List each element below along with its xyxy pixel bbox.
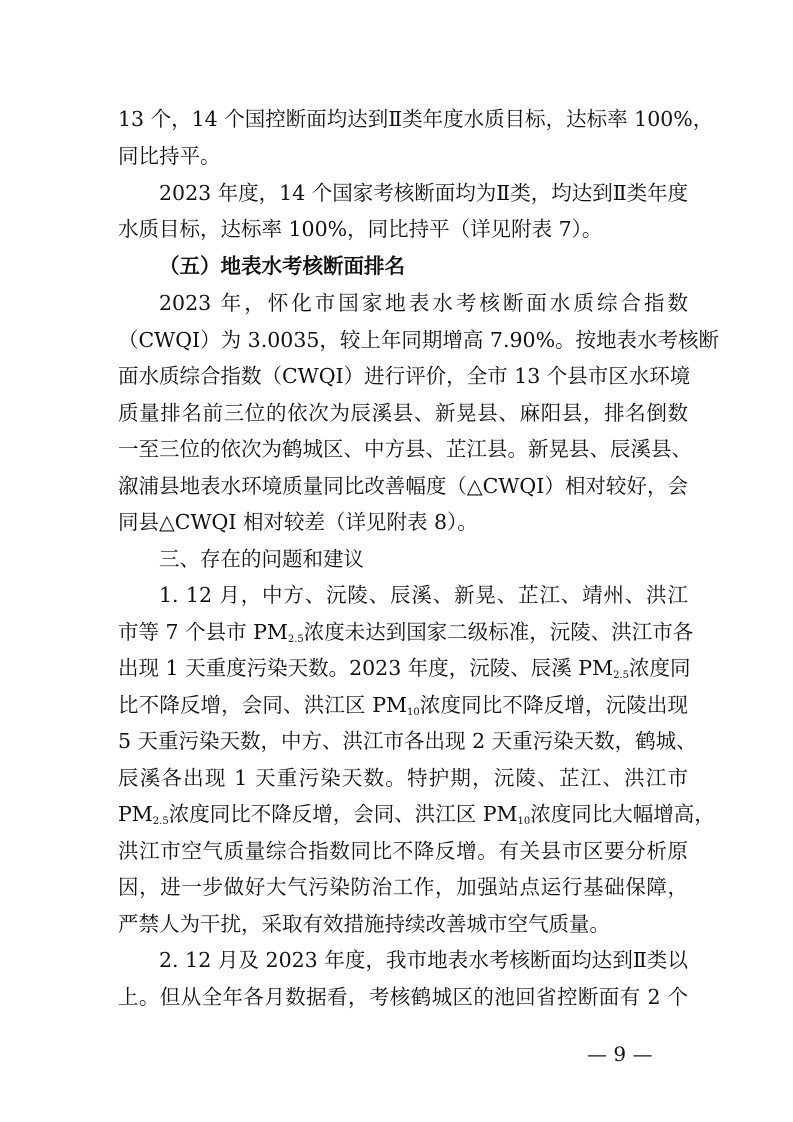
text-line: 同县△CWQI 相对较差（详见附表 8）。: [118, 510, 478, 534]
text-segment: 市等 7 个县市 PM: [118, 620, 288, 644]
page-number: — 9 —: [587, 1042, 653, 1066]
section-heading: （五）地表水考核断面排名: [159, 254, 405, 278]
text-segment: 浓度同比不降反增，沅陵出现: [419, 693, 688, 717]
text-line: [118, 689, 688, 721]
text-segment: 浓度同比大幅增高，: [530, 802, 715, 826]
text-line: 严禁人为干扰，采取有效措施持续改善城市空气质量。: [118, 912, 610, 936]
section-heading: 三、存在的问题和建议: [159, 547, 364, 571]
text-segment: PM: [118, 802, 153, 826]
text-segment: 出现 1 天重度污染天数。2023 年度，沅陵、辰溪 PM: [118, 656, 614, 680]
text-line: 洪江市空气质量综合指数同比不降反增。有关县市区要分析原: [118, 839, 688, 863]
text-line: 一至三位的依次为鹤城区、中方县、芷江县。新晃县、辰溪县、: [118, 437, 692, 461]
text-line: 2. 12 月及 2023 年度，我市地表水考核断面均达到Ⅱ类以: [159, 948, 688, 972]
subscript: 2.5: [287, 634, 304, 645]
text-line: 13 个，14 个国控断面均达到Ⅱ类年度水质目标，达标率 100%，: [118, 107, 714, 131]
text-line: （CWQI）为 3.0035，较上年同期增高 7.90%。按地表水考核断: [118, 328, 720, 352]
text-segment: 比不降反增，会同、洪江区 PM: [118, 693, 408, 717]
text-line: [118, 616, 694, 648]
text-segment: 浓度同比不降反增，会同、洪江区 PM: [168, 802, 518, 826]
text-line: 5 天重污染天数，中方、洪江市各出现 2 天重污染天数，鹤城、: [118, 729, 697, 753]
text-line: 面水质综合指数（CWQI）进行评价，全市 13 个县市区水环境: [118, 364, 691, 388]
text-line: [118, 652, 691, 684]
text-line: 溆浦县地表水环境质量同比改善幅度（△CWQI）相对较好，会: [118, 474, 688, 498]
text-line: 2023 年，怀化市国家地表水考核断面水质综合指数: [159, 291, 688, 315]
text-line: 同比持平。: [118, 144, 221, 168]
text-line: 辰溪各出现 1 天重污染天数。特护期，沅陵、芷江、洪江市: [118, 766, 688, 790]
text-line: 2023 年度，14 个国家考核断面均为Ⅱ类，均达到Ⅱ类年度: [159, 181, 689, 205]
text-line: 质量排名前三位的依次为辰溪县、新晃县、麻阳县，排名倒数: [118, 401, 688, 425]
subscript: 2.5: [613, 670, 629, 681]
text-segment: 浓度同: [628, 656, 691, 680]
text-line: 上。但从全年各月数据看，考核鹤城区的池回省控断面有 2 个: [118, 985, 688, 1009]
text-line: 水质目标，达标率 100%，同比持平（详见附表 7）。: [118, 217, 603, 241]
subscript: 2.5: [152, 816, 169, 827]
text-segment: 浓度未达到国家二级标准，沅陵、洪江市各: [303, 620, 694, 644]
text-line: 因，进一步做好大气污染防治工作，加强站点运行基础保障，: [118, 875, 688, 899]
subscript: 10: [407, 707, 420, 718]
text-line: 1. 12 月，中方、沅陵、辰溪、新晃、芷江、靖州、洪江: [159, 583, 688, 607]
text-line: [118, 798, 715, 830]
subscript: 10: [517, 816, 531, 827]
